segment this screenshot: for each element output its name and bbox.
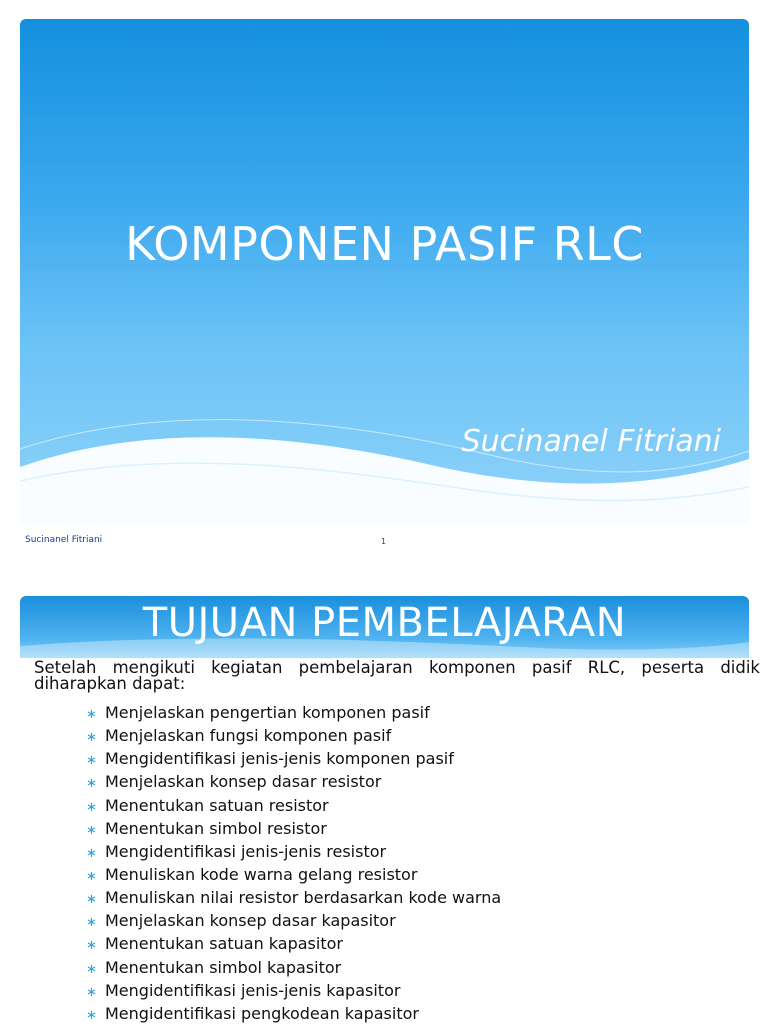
goal-text: Menuliskan kode warna gelang resistor — [105, 864, 418, 884]
intro-paragraph: Setelah mengikuti kegiatan pembelajaran komponen pasif RLC, peserta didik diharapkan dapat: — [34, 658, 760, 693]
page-number: 1 — [381, 537, 387, 546]
bullet-icon: ∗ — [86, 868, 97, 884]
slide-title: KOMPONEN PASIF RLC — [125, 217, 644, 271]
footer-author: Sucinanel Fitriani — [25, 535, 103, 545]
list-item — [86, 863, 501, 886]
goal-text: Mengidentifikasi jenis-jenis resistor — [105, 841, 387, 861]
goal-text: Menjelaskan konsep dasar kapasitor — [105, 911, 396, 931]
list-item — [86, 747, 501, 770]
bullet-icon: ∗ — [86, 776, 97, 792]
goal-text: Menentukan satuan kapasitor — [105, 934, 343, 954]
bullet-icon: ∗ — [86, 938, 97, 954]
bullet-icon: ∗ — [86, 915, 97, 931]
goal-text: Menuliskan nilai resistor berdasarkan kode warna — [105, 888, 502, 908]
list-item — [86, 724, 501, 747]
list-item — [86, 886, 501, 909]
goal-text: Menentukan simbol resistor — [105, 818, 327, 838]
goal-text: Mengidentifikasi jenis-jenis komponen pasif — [105, 749, 454, 769]
slide-header — [20, 596, 749, 658]
bullet-icon: ∗ — [86, 961, 97, 977]
title-slide — [20, 19, 749, 523]
goal-text: Mengidentifikasi pengkodean kapasitor — [105, 1003, 419, 1023]
goal-text: Menjelaskan fungsi komponen pasif — [105, 726, 392, 746]
bullet-icon: ∗ — [86, 730, 97, 746]
bullet-icon: ∗ — [86, 799, 97, 815]
bullet-icon: ∗ — [86, 753, 97, 769]
list-item — [86, 817, 501, 840]
bullet-icon: ∗ — [86, 984, 97, 1000]
list-item — [86, 1002, 501, 1025]
list-item — [86, 909, 501, 932]
bullet-icon: ∗ — [86, 1007, 97, 1023]
bullet-icon: ∗ — [86, 892, 97, 908]
list-item — [86, 932, 501, 955]
goal-text: Menentukan satuan resistor — [105, 795, 329, 815]
goal-text: Menentukan simbol kapasitor — [105, 957, 342, 977]
list-item — [86, 701, 501, 724]
list-item — [86, 840, 501, 863]
bullet-icon: ∗ — [86, 707, 97, 722]
goal-text: Menjelaskan pengertian komponen pasif — [105, 703, 430, 722]
list-item — [86, 794, 501, 817]
slide-subtitle: Sucinanel Fitriani — [461, 424, 721, 459]
bullet-icon: ∗ — [86, 845, 97, 861]
goal-text: Menjelaskan konsep dasar resistor — [105, 772, 382, 792]
goal-text: Mengidentifikasi jenis-jenis kapasitor — [105, 980, 401, 1000]
goals-list — [86, 701, 501, 1025]
list-item — [86, 956, 501, 979]
bullet-icon: ∗ — [86, 822, 97, 838]
slide-title: TUJUAN PEMBELAJARAN — [142, 600, 627, 646]
list-item — [86, 979, 501, 1002]
list-item — [86, 770, 501, 793]
